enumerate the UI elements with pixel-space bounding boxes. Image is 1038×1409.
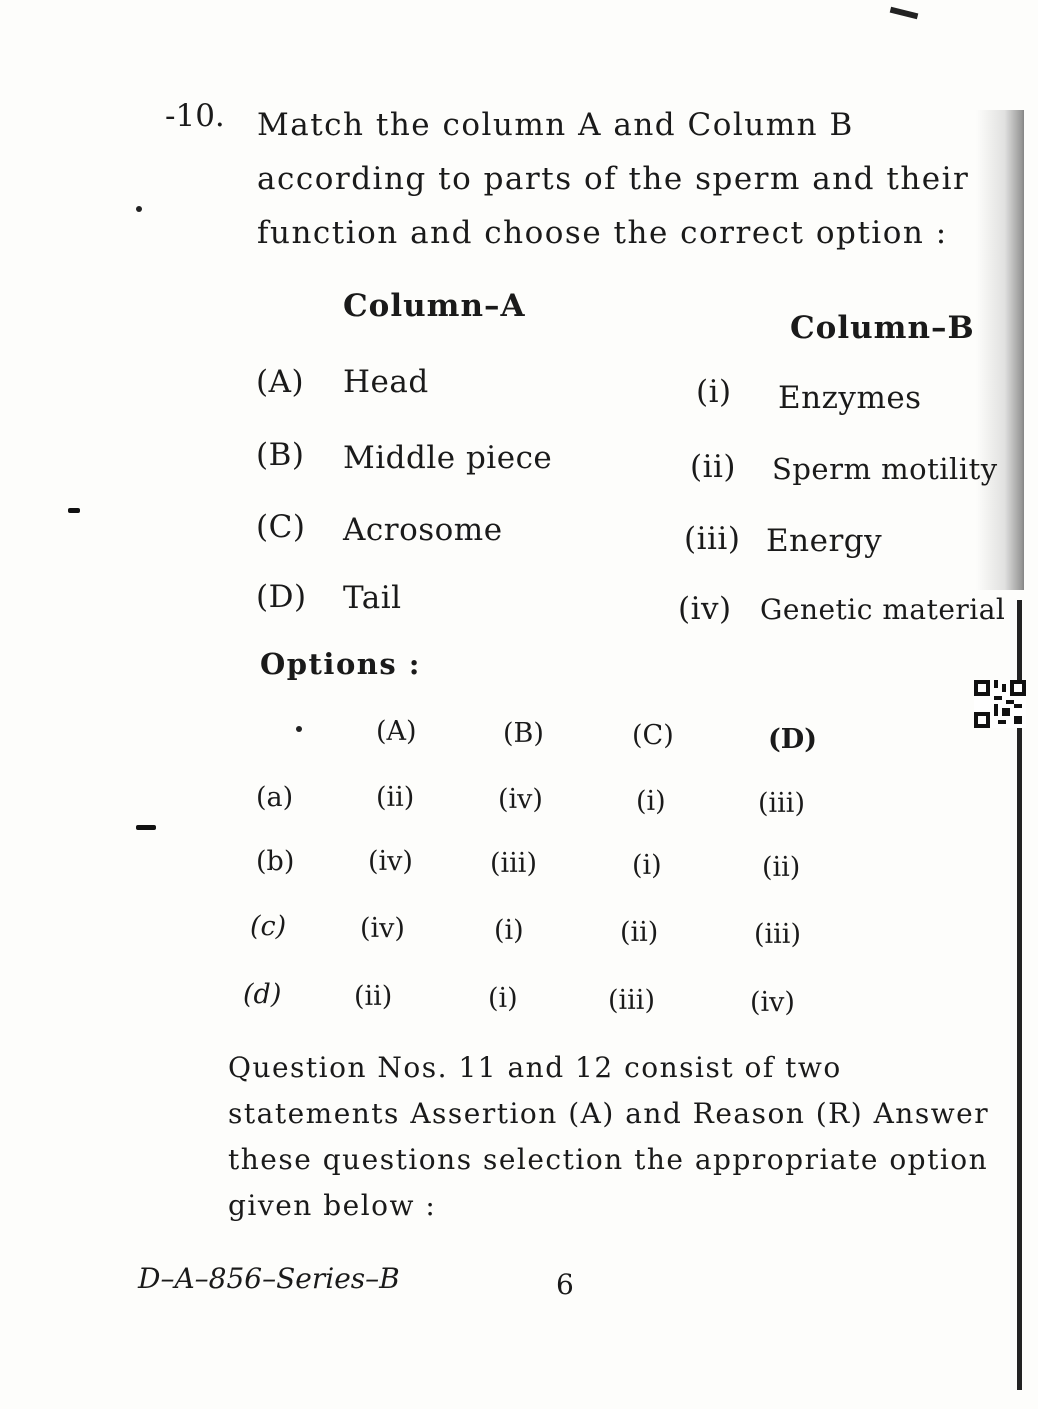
column-b-label: (ii)	[690, 449, 737, 485]
question-number: -10.	[165, 98, 225, 134]
options-header: (C)	[632, 720, 674, 751]
options-header: (A)	[376, 716, 417, 747]
options-header: (D)	[768, 724, 817, 755]
option-value: (iv)	[750, 987, 795, 1018]
column-a-label: (D)	[256, 579, 307, 615]
option-value: (ii)	[620, 917, 659, 948]
option-value: (i)	[632, 850, 662, 881]
option-label[interactable]: (b)	[256, 846, 295, 877]
option-value: (iii)	[608, 985, 655, 1016]
option-value: (iii)	[490, 848, 537, 879]
column-b-item: Sperm motility	[772, 452, 998, 486]
column-b-item: Enzymes	[778, 380, 922, 416]
option-value: (ii)	[376, 782, 415, 813]
option-label[interactable]: (c)	[250, 911, 287, 942]
scan-mark	[136, 206, 142, 212]
column-b-label: (i)	[696, 374, 732, 410]
bullet-dot	[296, 726, 302, 732]
scan-mark	[68, 508, 80, 513]
column-b-title: Column–B	[790, 310, 975, 346]
page-edge-shadow	[976, 110, 1024, 590]
column-a-label: (C)	[256, 509, 306, 545]
column-a-item: Tail	[343, 580, 402, 616]
assertion-reason-note: Question Nos. 11 and 12 consist of two statements Assertion (A) and Reason (R) Answer these questions selection the appropriate option given below :	[228, 1051, 990, 1222]
column-a-item: Middle piece	[343, 440, 553, 476]
column-a-title: Column–A	[343, 288, 526, 324]
question-text: Match the column A and Column B according to parts of the sperm and their function and choose the correct option :	[257, 107, 970, 251]
column-b-label: (iv)	[678, 591, 732, 627]
option-label[interactable]: (d)	[243, 979, 282, 1010]
footer-page-number: 6	[556, 1268, 574, 1301]
option-value: (iv)	[368, 846, 413, 877]
option-value: (iv)	[498, 784, 543, 815]
column-a-item: Head	[343, 364, 429, 400]
option-value: (i)	[488, 983, 518, 1014]
option-value: (ii)	[354, 981, 393, 1012]
column-b-item: Energy	[766, 523, 883, 559]
option-value: (i)	[636, 786, 666, 817]
option-label[interactable]: (a)	[256, 782, 294, 813]
options-header: (B)	[503, 718, 544, 749]
option-value: (ii)	[762, 852, 801, 883]
scan-mark	[136, 825, 156, 830]
column-b-label: (iii)	[684, 521, 741, 557]
column-a-label: (B)	[256, 437, 305, 473]
column-a-item: Acrosome	[343, 512, 503, 548]
options-title: Options :	[260, 647, 422, 681]
option-value: (iv)	[360, 913, 405, 944]
column-b-item: Genetic material	[760, 593, 1006, 626]
corner-mark	[890, 7, 919, 20]
qr-code-icon	[974, 680, 1026, 728]
footer-series: D–A–856–Series–B	[138, 1262, 400, 1295]
option-value: (iii)	[758, 788, 805, 819]
option-value: (i)	[494, 915, 524, 946]
column-a-label: (A)	[256, 364, 305, 400]
option-value: (iii)	[754, 919, 801, 950]
